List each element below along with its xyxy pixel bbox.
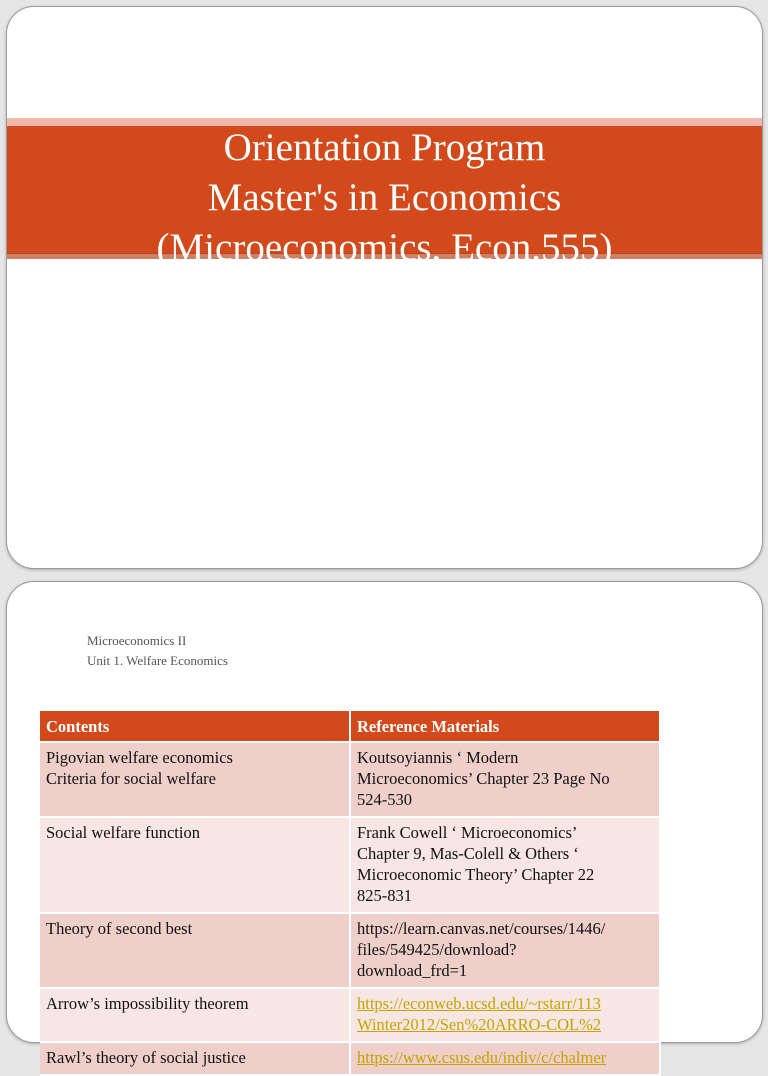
course-name: Microeconomics II	[87, 633, 187, 648]
reference-link[interactable]: https://econweb.ucsd.edu/~rstarr/113	[357, 994, 601, 1013]
header-reference-materials: Reference Materials	[350, 711, 660, 742]
title-line: (Microeconomics, Econ.555)	[156, 226, 613, 269]
content-cell	[40, 1042, 350, 1075]
reference-line: Koutsoyiannis ‘ Modern	[357, 748, 519, 767]
slide-title	[7, 123, 762, 273]
reference-line: Microeconomics’ Chapter 23 Page No	[357, 769, 610, 788]
content-line: Theory of second best	[46, 919, 193, 938]
reference-link[interactable]: Winter2012/Sen%20ARRO-COL%2	[357, 1015, 602, 1034]
reference-line: Microeconomic Theory’ Chapter 22	[357, 865, 595, 884]
content-cell	[40, 817, 350, 913]
table-row	[40, 742, 660, 817]
reference-cell	[350, 913, 660, 988]
content-line: Criteria for social welfare	[46, 769, 216, 788]
reference-line: 825-831	[357, 886, 412, 905]
table-row	[40, 1042, 660, 1075]
reference-line: 524-530	[357, 790, 412, 809]
content-cell	[40, 742, 350, 817]
contents-table	[40, 711, 661, 1076]
table-body	[40, 742, 660, 1075]
reference-cell	[350, 742, 660, 817]
reference-line: files/549425/download?	[357, 940, 517, 959]
content-line: Rawl’s theory of social justice	[46, 1048, 246, 1067]
contents-slide	[6, 581, 763, 1067]
table-row	[40, 988, 660, 1042]
reference-link[interactable]: https://www.csus.edu/indiv/c/chalmer	[357, 1048, 607, 1067]
unit-name: Unit 1. Welfare Economics	[87, 653, 228, 668]
content-line: Arrow’s impossibility theorem	[46, 994, 249, 1013]
title-slide	[6, 6, 763, 569]
content-cell	[40, 988, 350, 1042]
reference-line: Chapter 9, Mas-Colell & Others ‘	[357, 844, 579, 863]
title-line: Master's in Economics	[207, 176, 562, 219]
content-line: Pigovian welfare economics	[46, 748, 233, 767]
header-contents: Contents	[40, 711, 350, 742]
reference-line: Frank Cowell ‘ Microeconomics’	[357, 823, 578, 842]
reference-cell[interactable]	[350, 1042, 660, 1075]
reference-line: https://learn.canvas.net/courses/1446/	[357, 919, 606, 938]
content-cell	[40, 913, 350, 988]
reference-cell	[350, 817, 660, 913]
table-row	[40, 913, 660, 988]
content-line: Social welfare function	[46, 823, 200, 842]
reference-cell[interactable]	[350, 988, 660, 1042]
table-row	[40, 817, 660, 913]
title-line: Orientation Program	[223, 126, 546, 169]
table-header-row	[40, 711, 660, 742]
reference-line: download_frd=1	[357, 961, 468, 980]
